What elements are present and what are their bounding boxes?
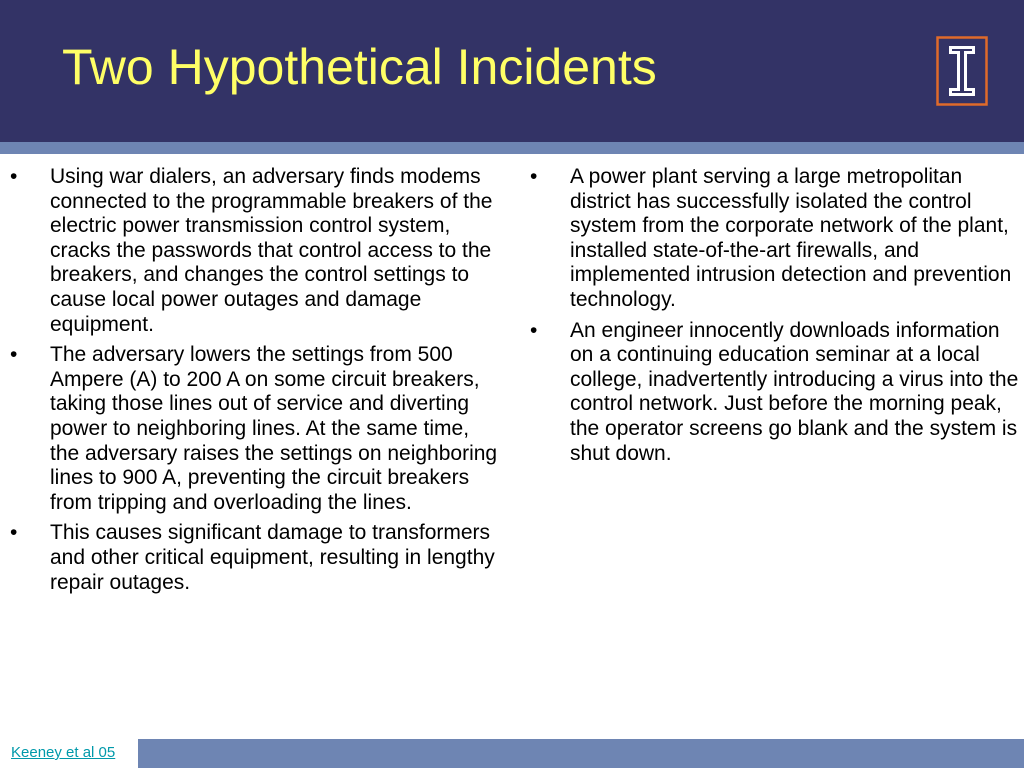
bullet-marker: • [530,318,538,342]
bullet-marker: • [10,343,18,367]
slide-header [0,0,1024,142]
slide-title: Two Hypothetical Incidents [62,39,657,95]
list-item [530,319,1020,467]
left-bullet-list [10,165,500,601]
bullet-marker: • [530,165,538,188]
list-item [10,343,500,515]
list-item [10,521,500,595]
bullet-text: This causes significant damage to transformers and other critical equipment, resulting in lengthy repair outages. [50,521,495,594]
list-item [530,165,1020,313]
header-divider [0,142,1024,154]
bullet-text: Using war dialers, an adversary finds modems connected to the programmable breakers of the electric power transmission control system, cracks the passwords that control access to the breakers, and changes the control settings to cause local power outages and damage equipment. [50,165,493,336]
illinois-block-i-logo-icon [936,36,988,106]
bullet-text: The adversary lowers the settings from 500 Ampere (A) to 200 A on some circuit breakers, taking those lines out of service and diverting power to neighboring lines. At the same time, the adversary raises the settings on neighboring lines to 900 A, preventing the circuit breakers from tripping and overloading the lines. [50,343,498,514]
bullet-marker: • [10,165,18,188]
bullet-text: A power plant serving a large metropolitan district has successfully isolated the control system from the corporate network of the plant, installed state-of-the-art firewalls, and implemented intrusion detection and prevention technology. [570,165,1012,311]
footer-bar [0,739,1024,768]
bullet-marker: • [10,521,18,545]
right-bullet-list [530,165,1020,472]
list-item [10,165,500,337]
citation-link[interactable]: Keeney et al 05 [11,744,116,761]
bullet-text: An engineer innocently downloads information on a continuing education seminar at a local college, inadvertently introducing a virus into the control network. Just before the morning peak, the operator screens go blank and the system is shut down. [570,318,1019,465]
